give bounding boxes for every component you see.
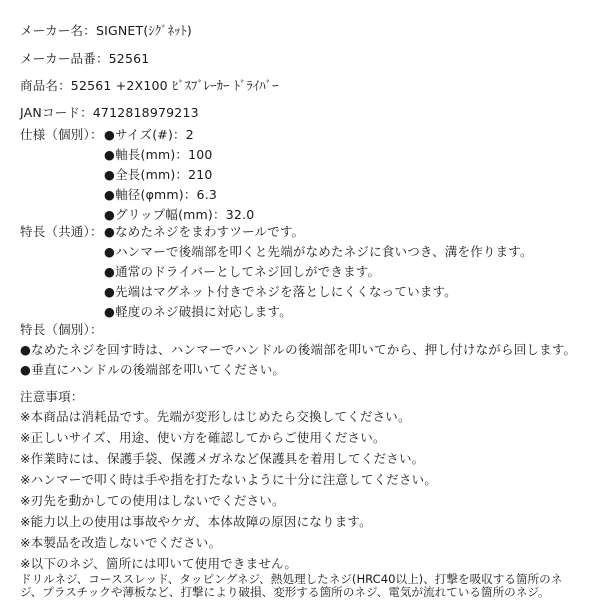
feature-common-item: ●ハンマーで後端部を叩くと先端がなめたネジに食いつき、溝を作ります。 — [104, 244, 533, 259]
feature-individual-item: ●なめたネジを回す時は、ハンマーでハンドルの後端部を叩いてから、押し付けながら回します。 — [20, 342, 577, 357]
note-item: ※以下のネジ、箇所には叩いて使用できません。 — [20, 556, 298, 571]
specs-label: 仕様（個別）： — [20, 127, 103, 142]
maker-part-no-line: メーカー品番：52561 — [20, 51, 150, 66]
features-common-label: 特長（共通）： — [20, 224, 103, 239]
feature-individual-item: ●垂直にハンドルの後端部を叩いてください。 — [20, 362, 286, 377]
spec-item: ●軸長(mm)：100 — [104, 147, 213, 162]
feature-common-item: ●通常のドライバーとしてネジ回しができます。 — [104, 264, 381, 279]
spec-item: ●グリップ幅(mm)：32.0 — [104, 207, 255, 222]
note-item: ※本製品を改造しないでください。 — [20, 535, 222, 550]
features-individual-label: 特長（個別）： — [20, 322, 103, 337]
spec-item: ●サイズ(#)：2 — [104, 127, 194, 142]
feature-common-item: ●軽度のネジ破損に対応します。 — [104, 304, 292, 319]
note-item: ※能力以上の使用は事故やケガ、本体故障の原因になります。 — [20, 514, 372, 529]
notes-label: 注意事項： — [20, 389, 84, 404]
feature-common-item: ●なめたネジをまわすツールです。 — [104, 224, 305, 239]
note-item: ドリルネジ、コーススレッド、タッピングネジ、熱処理したネジ(HRC40以上)、打撃を吸収する箇所のネ — [20, 572, 563, 586]
spec-item: ●全長(mm)：210 — [104, 167, 213, 182]
feature-common-item: ●先端はマグネット付きでネジを落としにくくなっています。 — [104, 284, 457, 299]
product-name-line: 商品名：52561 +2X100 ﾋﾞｽﾌﾞﾚｰｶｰ ﾄﾞﾗｲﾊﾞｰ — [20, 78, 279, 93]
maker-line: メーカー名：SIGNET(ｼｸﾞﾈｯﾄ) — [20, 23, 192, 38]
note-item: ※本商品は消耗品です。先端が変形しはじめたら交換してください。 — [20, 409, 411, 424]
spec-item: ●軸径(φmm)：6.3 — [104, 187, 218, 202]
note-item: ※作業時には、保護手袋、保護メガネなど保護具を着用してください。 — [20, 451, 425, 466]
note-item: ※正しいサイズ、用途、使い方を確認してからご使用ください。 — [20, 430, 386, 445]
note-item: ※ハンマーで叩く時は手や指を打たないように十分に注意してください。 — [20, 472, 438, 487]
note-item: ジ、プラスチックや薄板など、打撃により破損、変形する箇所のネジ、電気が流れている箇所のネジ。 — [20, 585, 550, 599]
note-item: ※刃先を動かしての使用はしないでください。 — [20, 493, 285, 508]
jan-code-line: JANコード：4712818979213 — [20, 105, 199, 120]
